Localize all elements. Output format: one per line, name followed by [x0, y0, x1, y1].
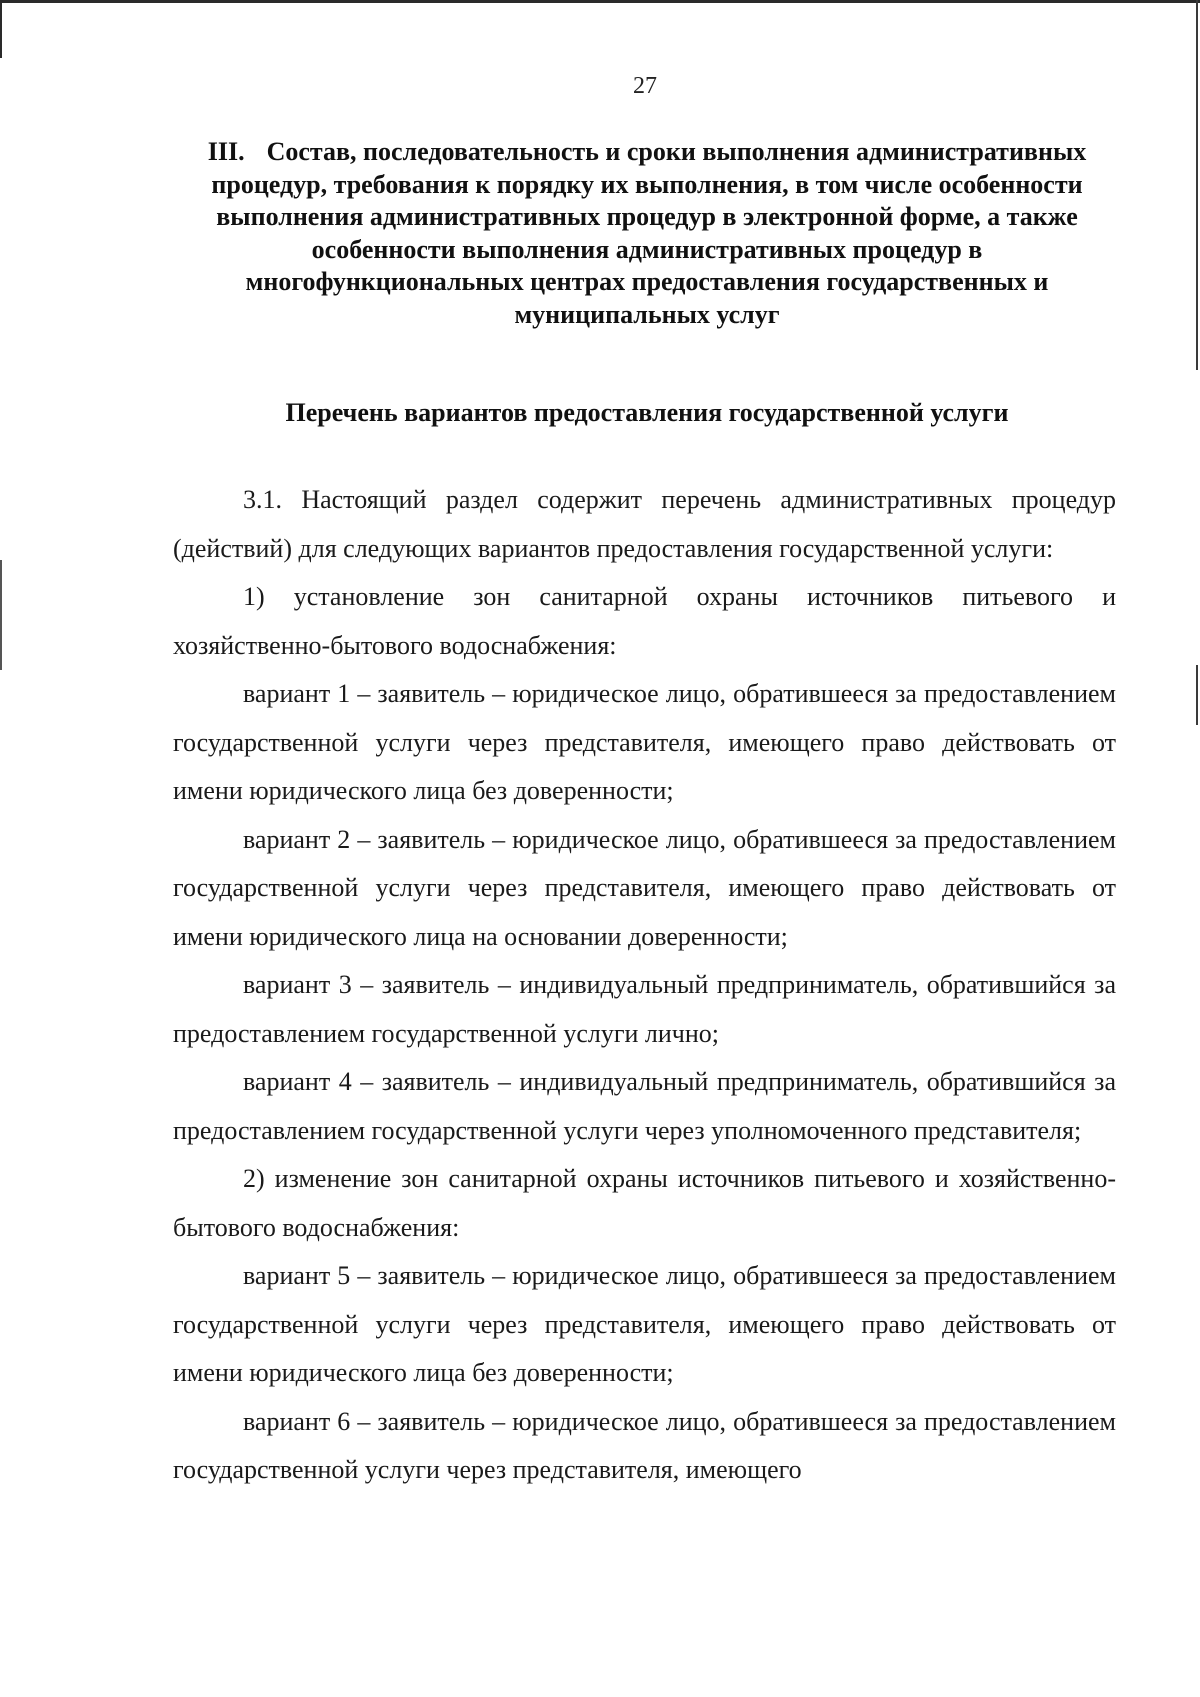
- subsection-title: Перечень вариантов предоставления государственной услуги: [285, 398, 1009, 427]
- scan-edge-right-mid: [1196, 665, 1198, 725]
- paragraph: 1) установление зон санитарной охраны источников питьевого и хозяйственно-бытового водоснабжения:: [173, 582, 1116, 660]
- scan-edge-left: [0, 0, 2, 58]
- scan-edge-left-lower: [0, 560, 2, 670]
- paragraph: 2) изменение зон санитарной охраны источников питьевого и хозяйственно-бытового водоснабжения:: [173, 1164, 1116, 1242]
- paragraph: вариант 4 – заявитель – индивидуальный предприниматель, обратившийся за предоставлением государственной услуги через уполномоченного представителя;: [173, 1067, 1116, 1145]
- paragraph: вариант 1 – заявитель – юридическое лицо, обратившееся за предоставлением государственной услуги через представителя, имеющего право действовать от имени юридического лица без доверенности;: [173, 679, 1116, 805]
- body-text: [173, 476, 1116, 1495]
- section-heading: [170, 136, 1124, 331]
- paragraph: 3.1. Настоящий раздел содержит перечень административных процедур (действий) для следующих вариантов предоставления государственной услуги:: [173, 485, 1116, 563]
- paragraph: вариант 5 – заявитель – юридическое лицо, обратившееся за предоставлением государственной услуги через представителя, имеющего право действовать от имени юридического лица без доверенности;: [173, 1261, 1116, 1387]
- scan-edge-top: [0, 0, 1200, 3]
- page-number: 27: [633, 73, 657, 99]
- paragraph: вариант 6 – заявитель – юридическое лицо, обратившееся за предоставлением государственной услуги через представителя, имеющего: [173, 1406, 1116, 1484]
- section-number: III.: [207, 137, 245, 166]
- paragraph: вариант 3 – заявитель – индивидуальный предприниматель, обратившийся за предоставлением государственной услуги лично;: [173, 970, 1116, 1048]
- scan-edge-right: [1196, 0, 1198, 370]
- paragraph: вариант 2 – заявитель – юридическое лицо, обратившееся за предоставлением государственной услуги через представителя, имеющего право действовать от имени юридического лица на основании доверенности;: [173, 824, 1116, 951]
- section-title: Состав, последовательность и сроки выполнения административных процедур, требования к порядку их выполнения, в том числе особенности выполнения административных процедур в электронной форме, а также особенности выполнения административных процедур в многофункциональных центрах предоставления государственных и муниципальных услуг: [211, 137, 1087, 329]
